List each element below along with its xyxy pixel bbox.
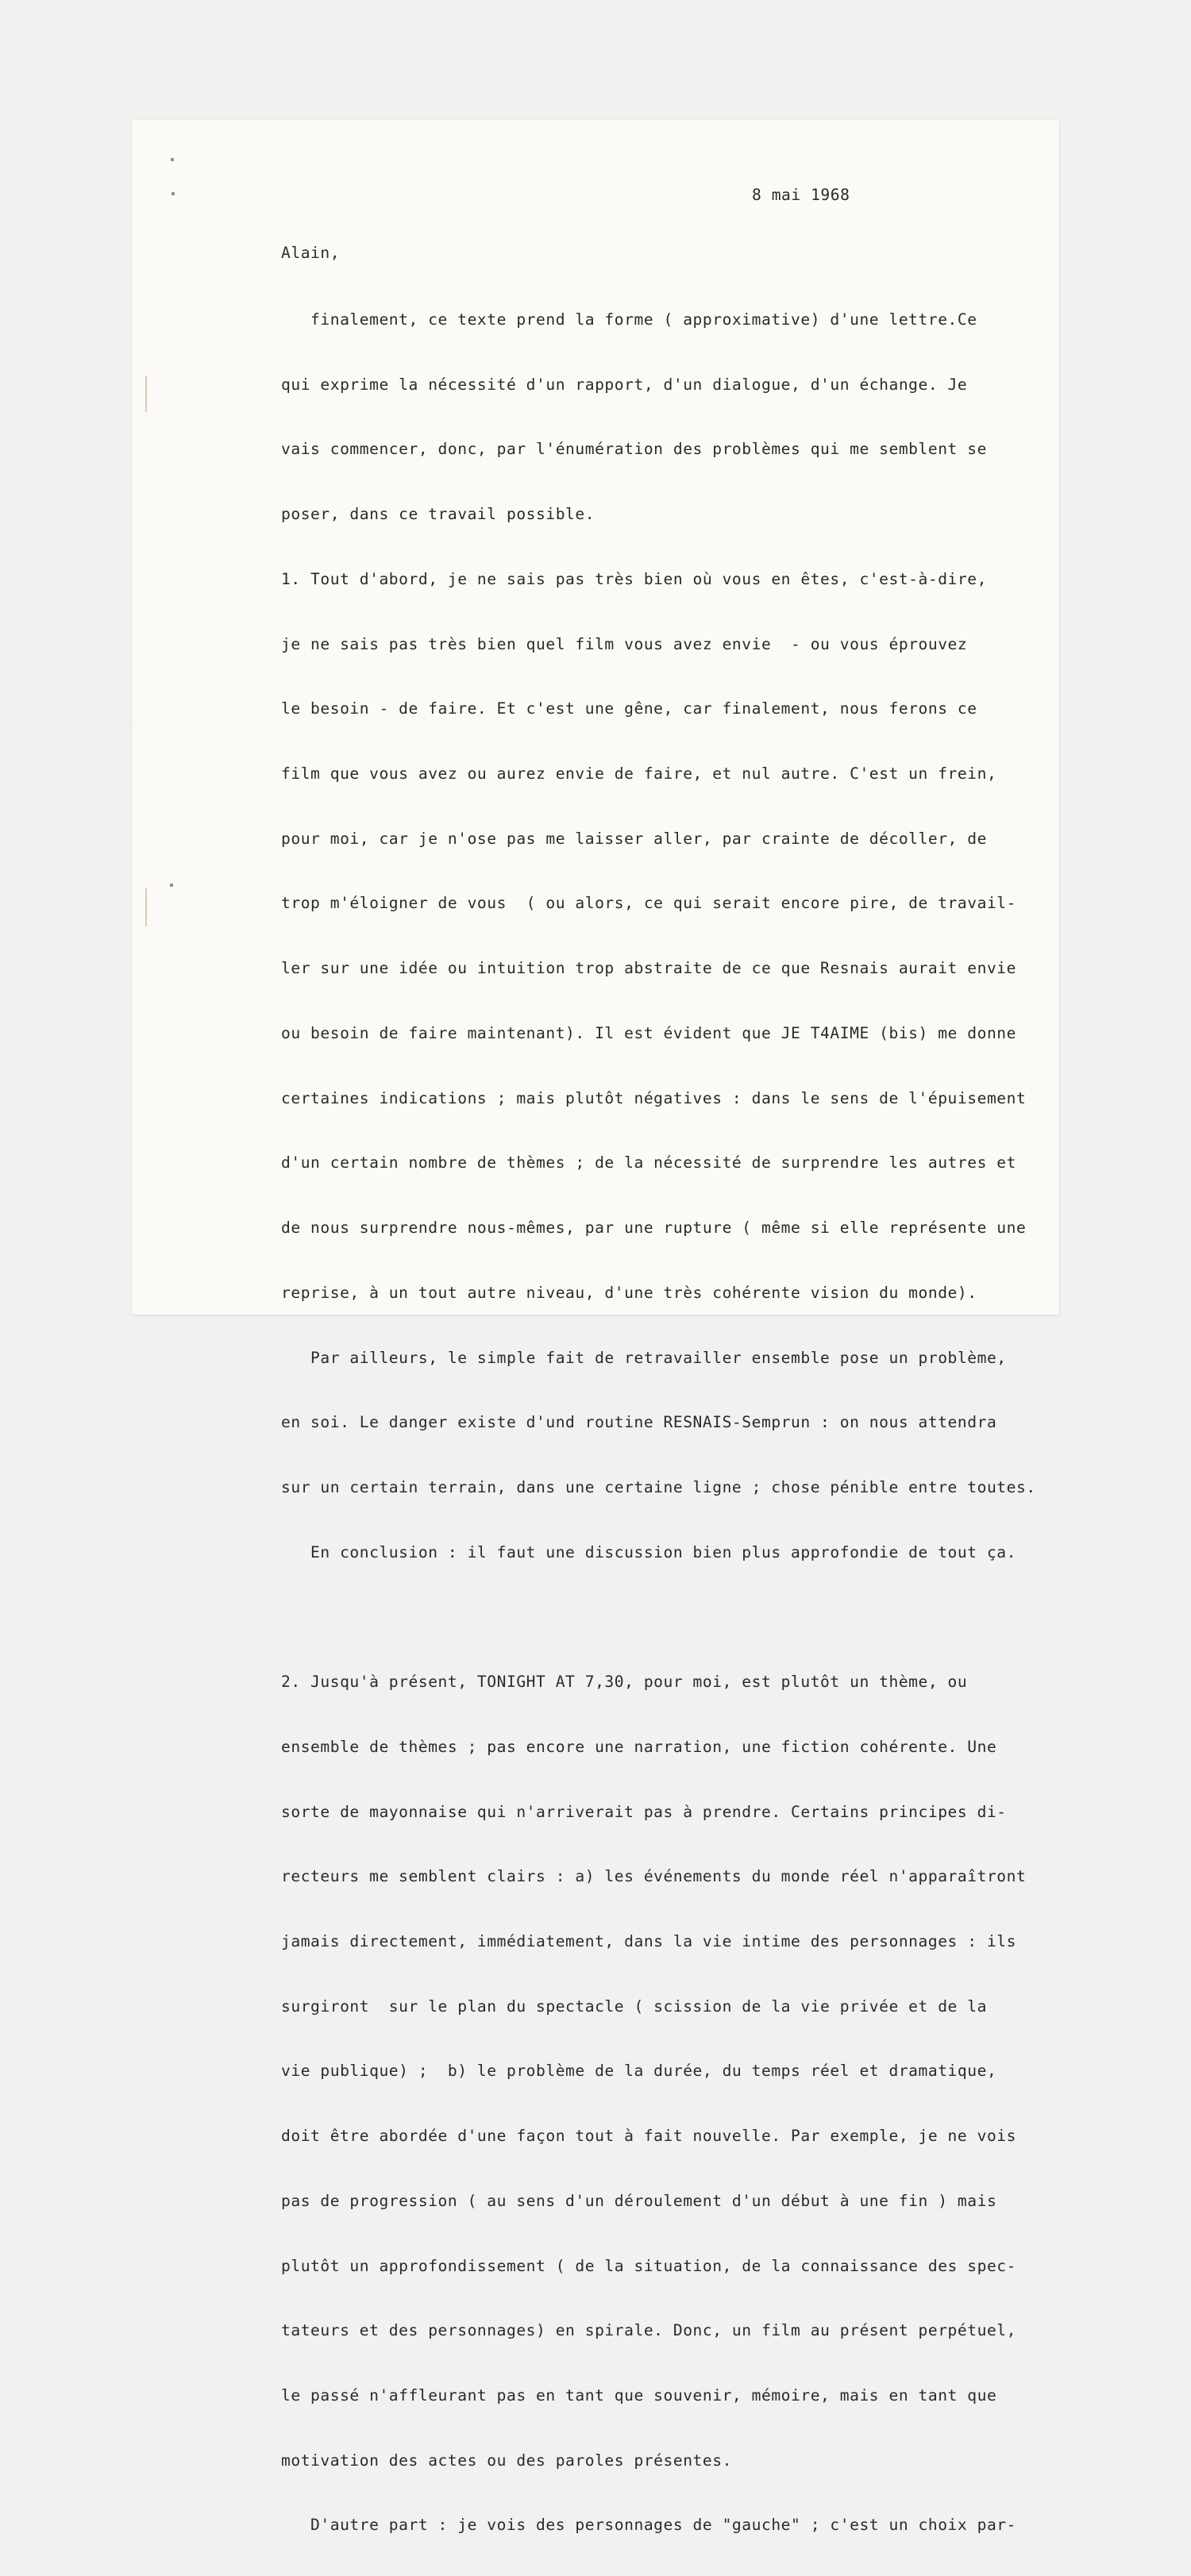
letter-body bbox=[281, 269, 1036, 2576]
pin-hole-mark bbox=[171, 158, 174, 161]
letter-line: D'autre part : je vois des personnages de "gauche" ; c'est un choix par- bbox=[281, 2516, 1016, 2535]
letter-line: reprise, à un tout autre niveau, d'une très cohérente vision du monde). bbox=[281, 1283, 977, 1302]
letter-line: sur un certain terrain, dans une certaine ligne ; chose pénible entre toutes. bbox=[281, 1477, 1036, 1496]
letter-line: Par ailleurs, le simple fait de retravailler ensemble pose un problème, bbox=[281, 1348, 1007, 1367]
letter-line: surgiront sur le plan du spectacle ( scission de la vie privée et de la bbox=[281, 1996, 987, 2016]
letter-line: 2. Jusqu'à présent, TONIGHT AT 7,30, pour moi, est plutôt un thème, ou bbox=[281, 1673, 968, 1692]
letter-line: doit être abordée d'une façon tout à fait nouvelle. Par exemple, je ne vois bbox=[281, 2127, 1016, 2146]
letter-line: 1. Tout d'abord, je ne sais pas très bien où vous en êtes, c'est-à-dire, bbox=[281, 569, 987, 588]
staple-mark bbox=[145, 375, 147, 412]
letter-line: en soi. Le danger existe d'und routine RESNAIS-Semprun : on nous attendra bbox=[281, 1413, 997, 1432]
letter-line: ou besoin de faire maintenant). Il est évident que JE T4AIME (bis) me donne bbox=[281, 1023, 1016, 1042]
letter-line: En conclusion : il faut une discussion bien plus approfondie de tout ça. bbox=[281, 1542, 1016, 1561]
letter-line: sorte de mayonnaise qui n'arriverait pas à prendre. Certains principes di- bbox=[281, 1802, 1007, 1821]
letter-line: motivation des actes ou des paroles présentes. bbox=[281, 2451, 732, 2470]
pin-hole-mark bbox=[172, 192, 175, 195]
letter-line: vais commencer, donc, par l'énumération des problèmes qui me semblent se bbox=[281, 440, 987, 459]
staple-mark bbox=[145, 888, 147, 926]
letter-line: d'un certain nombre de thèmes ; de la nécessité de surprendre les autres et bbox=[281, 1153, 1016, 1172]
pin-hole-mark bbox=[170, 884, 173, 887]
letter-line: de nous surprendre nous-mêmes, par une rupture ( même si elle représente une bbox=[281, 1219, 1027, 1238]
letter-line: jamais directement, immédiatement, dans la vie intime des personnages : ils bbox=[281, 1931, 1016, 1950]
letter-salutation: Alain, bbox=[281, 244, 341, 262]
letter-line: ler sur une idée ou intuition trop abstraite de ce que Resnais aurait envie bbox=[281, 959, 1016, 978]
letter-line: trop m'éloigner de vous ( ou alors, ce qui serait encore pire, de travail- bbox=[281, 894, 1016, 913]
letter-line: le passé n'affleurant pas en tant que souvenir, mémoire, mais en tant que bbox=[281, 2386, 997, 2405]
letter-line: le besoin - de faire. Et c'est une gêne, car finalement, nous ferons ce bbox=[281, 699, 977, 718]
letter-line: qui exprime la nécessité d'un rapport, d'un dialogue, d'un échange. Je bbox=[281, 375, 968, 394]
letter-line: finalement, ce texte prend la forme ( approximative) d'une lettre.Ce bbox=[281, 310, 977, 329]
letter-blank-line bbox=[281, 1603, 1036, 1631]
letter-line: tateurs et des personnages) en spirale. Donc, un film au présent perpétuel, bbox=[281, 2321, 1016, 2340]
letter-date: 8 mai 1968 bbox=[752, 186, 850, 204]
letter-line: je ne sais pas très bien quel film vous avez envie - ou vous éprouvez bbox=[281, 634, 968, 653]
letter-line: vie publique) ; b) le problème de la durée, du temps réel et dramatique, bbox=[281, 2062, 997, 2081]
letter-page bbox=[132, 120, 1059, 2535]
letter-line: pas de progression ( au sens d'un déroulement d'un début à une fin ) mais bbox=[281, 2191, 997, 2210]
letter-line: pour moi, car je n'ose pas me laisser aller, par crainte de décoller, de bbox=[281, 829, 987, 848]
letter-line: recteurs me semblent clairs : a) les événements du monde réel n'apparaîtront bbox=[281, 1867, 1027, 1886]
letter-line: poser, dans ce travail possible. bbox=[281, 505, 596, 524]
letter-line: certaines indications ; mais plutôt négatives : dans le sens de l'épuisement bbox=[281, 1088, 1027, 1107]
letter-line: ensemble de thèmes ; pas encore une narration, une fiction cohérente. Une bbox=[281, 1737, 997, 1756]
letter-line: film que vous avez ou aurez envie de faire, et nul autre. C'est un frein, bbox=[281, 764, 997, 784]
letter-line: plutôt un approfondissement ( de la situation, de la connaissance des spec- bbox=[281, 2256, 1016, 2275]
